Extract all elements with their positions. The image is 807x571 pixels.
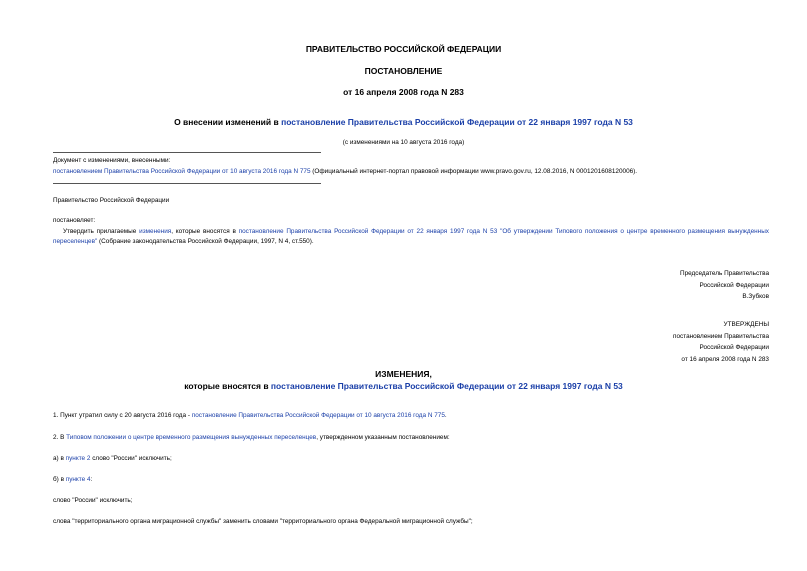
p1-text-c: (Собрание законодательства Российской Федерации, 1997, N 4, ст.550).: [97, 238, 314, 245]
item-1-text: 1. Пункт утратил силу с 20 августа 2016 года -: [53, 412, 192, 419]
decree-53-link[interactable]: постановление Правительства Российской Федерации от 22 января 1997 года N 53 "Об утверждении Типового положения о центре временного размещения вынужденных переселенцев": [53, 228, 770, 245]
approved-line-4: от 16 апреля 2008 года N 283: [681, 355, 769, 363]
signature-name: В.Зубков: [742, 293, 769, 300]
changes-subheading: [0, 381, 807, 391]
item-1-link[interactable]: постановление Правительства Российской Федерации от 10 августа 2016 года N 775: [191, 412, 445, 419]
doc-type-heading: ПОСТАНОВЛЕНИЕ: [364, 66, 443, 76]
title-prefix: О внесении изменений в: [174, 117, 282, 127]
item-b-2: слова "территориального органа миграционной службы" заменить словами "территориального органа Федеральной миграционной службы";: [53, 518, 473, 525]
resolution-paragraph: [53, 227, 769, 247]
decides-line: постановляет:: [53, 217, 96, 224]
item-2-end: , утвержденном указанным постановлением:: [316, 434, 450, 441]
changes-subheading-prefix: которые вносятся в: [184, 381, 271, 391]
item-a-end: слово "России" исключить;: [90, 455, 172, 462]
approved-line-1: УТВЕРЖДЕНЫ: [723, 321, 769, 328]
signature-block: [680, 268, 769, 303]
signature-line-1: Председатель Правительства: [680, 270, 769, 277]
item-b-link[interactable]: пункте 4: [65, 476, 91, 483]
p1-text-b: , которые вносятся в: [171, 228, 239, 235]
amended-note: (с изменениями на 10 августа 2016 года): [342, 139, 465, 146]
approved-block: [673, 319, 769, 365]
government-line: Правительство Российской Федерации: [53, 197, 170, 204]
item-2-text: 2. В: [53, 434, 67, 441]
document-title: [0, 117, 807, 127]
item-b-text: б) в: [53, 476, 66, 483]
approved-line-2: постановлением Правительства: [673, 332, 769, 340]
changes-subheading-link[interactable]: постановление Правительства Российской Федерации от 22 января 1997 года N 53: [270, 381, 623, 391]
amending-act-link[interactable]: постановлением Правительства Российской Федерации от 10 августа 2016 года N 775: [53, 168, 311, 175]
changes-box-source-line: [53, 168, 637, 175]
date-number: от 16 апреля 2008 года N 283: [343, 87, 464, 97]
changes-link[interactable]: изменения: [139, 228, 172, 235]
p1-text-a: Утвердить прилагаемые: [63, 228, 140, 235]
item-2: [53, 434, 450, 441]
item-1: [53, 412, 447, 419]
changes-box-source: (Официальный интернет-портал правовой информации www.pravo.gov.ru, 12.08.2016, N 0001201608120006).: [310, 168, 638, 175]
item-a-text: а) в: [53, 455, 66, 462]
approved-line-3: Российской Федерации: [699, 344, 769, 351]
item-1-end: .: [444, 412, 447, 419]
item-b: [53, 476, 92, 483]
changes-box-top-divider: [53, 152, 321, 153]
item-a-link[interactable]: пункте 2: [65, 455, 91, 462]
item-2-link[interactable]: Типовом положении о центре временного размещения вынужденных переселенцев: [66, 434, 317, 441]
item-b-end: :: [90, 476, 93, 483]
changes-box-bottom-divider: [53, 183, 321, 184]
item-b-1: слово "России" исключить;: [53, 497, 133, 504]
item-a: [53, 455, 172, 462]
changes-heading: ИЗМЕНЕНИЯ,: [375, 369, 432, 379]
government-heading: ПРАВИТЕЛЬСТВО РОССИЙСКОЙ ФЕДЕРАЦИИ: [305, 44, 502, 54]
signature-line-2: Российской Федерации: [699, 281, 769, 289]
changes-box-intro: Документ с изменениями, внесенными:: [53, 157, 171, 164]
title-link[interactable]: постановление Правительства Российской Федерации от 22 января 1997 года N 53: [281, 117, 633, 127]
